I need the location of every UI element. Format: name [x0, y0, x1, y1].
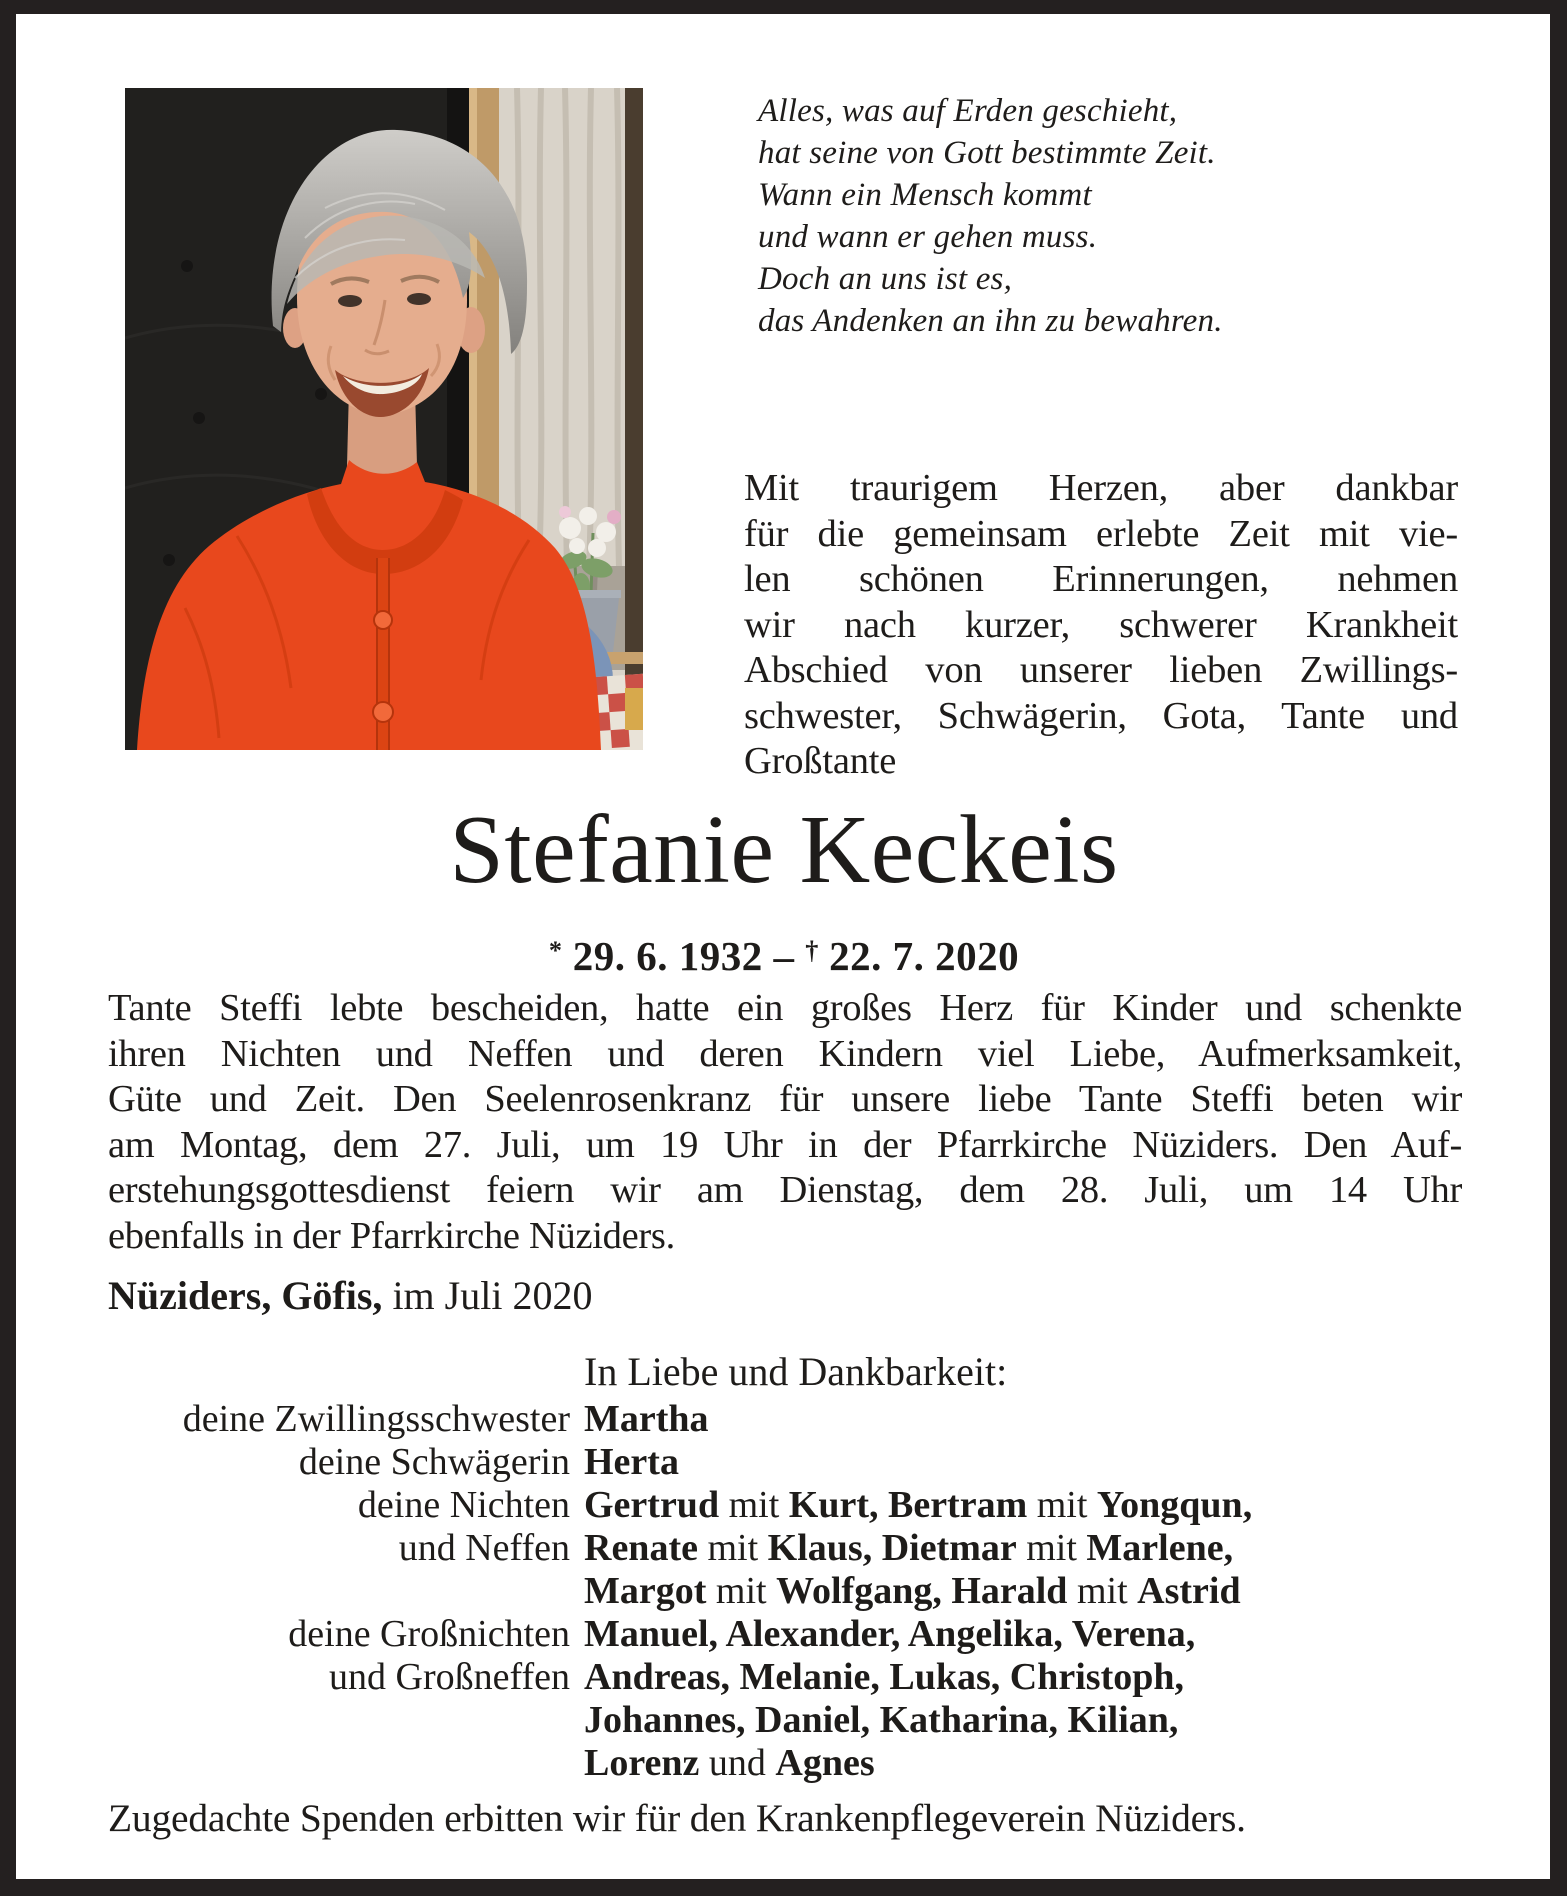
life-dates	[108, 932, 1460, 980]
family-list	[108, 1398, 1462, 1785]
family-name: Johannes, Daniel, Katharina, Kilian,	[584, 1699, 1179, 1741]
service-line: Tante Steffi lebte bescheiden, hatte ein großes Herz für Kinder und schenkte	[108, 987, 1462, 1029]
family-name: Kurt, Bertram	[788, 1484, 1028, 1526]
family-names	[584, 1441, 1462, 1484]
month-year: im Juli 2020	[382, 1273, 593, 1318]
family-names	[584, 1656, 1462, 1699]
service-line: ihren Nichten und Neffen und deren Kindern viel Liebe, Aufmerksamkeit,	[108, 1032, 1462, 1075]
death-date: 22. 7. 2020	[829, 933, 1020, 979]
family-name: Marlene,	[1086, 1527, 1234, 1569]
family-row	[108, 1699, 1462, 1742]
announcement-line: Abschied von unserer lieben Zwillings-	[744, 649, 1458, 691]
family-relation-label: deine Großnichten	[288, 1613, 570, 1655]
family-name: Margot	[584, 1570, 707, 1612]
family-names	[584, 1613, 1462, 1656]
service-line: am Montag, dem 27. Juli, um 19 Uhr in der Pfarrkirche Nüziders. Den Auf-	[108, 1123, 1462, 1166]
family-connector: und	[699, 1742, 776, 1784]
announcement-line: len schönen Erinnerungen, nehmen	[744, 558, 1458, 600]
family-name: Klaus, Dietmar	[767, 1527, 1017, 1569]
announcement-line: für die gemeinsam erlebte Zeit mit vie-	[744, 512, 1458, 555]
family-row	[108, 1656, 1462, 1699]
memorial-verse	[758, 90, 1318, 342]
family-name: Manuel, Alexander, Angelika, Verena,	[584, 1613, 1196, 1655]
family-names	[584, 1699, 1462, 1742]
deceased-name: Stefanie Keckeis	[449, 796, 1119, 904]
family-relation-label	[108, 1699, 570, 1742]
family-relation-label: und Neffen	[398, 1527, 570, 1569]
family-row	[108, 1398, 1462, 1441]
family-connector: mit	[697, 1527, 768, 1569]
family-relation-label	[108, 1742, 570, 1785]
service-line: Güte und Zeit. Den Seelenrosenkranz für unsere liebe Tante Steffi beten wir	[108, 1078, 1462, 1120]
family-row	[108, 1613, 1462, 1656]
dates-separator: –	[773, 933, 795, 979]
death-cross-symbol: †	[805, 935, 819, 965]
family-name: Wolfgang, Harald	[776, 1570, 1068, 1612]
family-names	[584, 1570, 1462, 1613]
family-names	[584, 1742, 1462, 1785]
place-date-line	[108, 1272, 1460, 1319]
donation-note: Zugedachte Spenden erbitten wir für den Krankenpflegeverein Nüziders.	[108, 1796, 1246, 1840]
family-name: Gertrud	[584, 1484, 720, 1526]
family-relation-label: und Großneffen	[329, 1656, 570, 1698]
family-row	[108, 1441, 1462, 1484]
family-name: Andreas, Melanie, Lukas, Christoph,	[584, 1656, 1185, 1698]
window-frame-edge	[625, 88, 643, 688]
verse-line: Doch an uns ist es,	[758, 261, 1013, 297]
family-relation-label: deine Schwägerin	[298, 1441, 570, 1483]
family-connector: mit	[1067, 1570, 1138, 1612]
family-name: Lorenz	[584, 1742, 700, 1784]
birth-date: 29. 6. 1932	[572, 933, 763, 979]
announcement-line: wir nach kurzer, schwerer Krankheit	[744, 603, 1458, 646]
verse-line: das Andenken an ihn zu bewahren.	[758, 303, 1223, 339]
announcement-line: Mit traurigem Herzen, aber dankbar	[744, 467, 1458, 509]
family-connector: mit	[1016, 1527, 1087, 1569]
verse-line: Alles, was auf Erden geschieht,	[758, 93, 1178, 129]
cardigan-button	[373, 702, 393, 722]
announcement-paragraph	[744, 466, 1458, 785]
family-name: Renate	[584, 1527, 698, 1569]
portrait-photo	[125, 88, 643, 750]
family-connector: mit	[1027, 1484, 1097, 1526]
family-names	[584, 1527, 1462, 1570]
verse-line: Wann ein Mensch kommt	[758, 177, 1092, 213]
family-connector: mit	[719, 1484, 789, 1526]
family-name: Martha	[584, 1398, 709, 1440]
family-connector: mit	[706, 1570, 777, 1612]
service-details-paragraph	[108, 986, 1462, 1259]
family-name: Yongqun,	[1096, 1484, 1253, 1526]
table-edge	[625, 688, 643, 730]
cardigan-button	[374, 611, 392, 629]
family-relation-label: deine Nichten	[357, 1484, 570, 1526]
family-names	[584, 1484, 1462, 1527]
family-row	[108, 1484, 1462, 1527]
place-names: Nüziders, Göfis,	[108, 1273, 383, 1318]
family-row	[108, 1742, 1462, 1785]
service-line: erstehungsgottesdienst feiern wir am Dienstag, dem 28. Juli, um 14 Uhr	[108, 1169, 1462, 1211]
family-row	[108, 1570, 1462, 1613]
family-name: Astrid	[1137, 1570, 1241, 1612]
closing-line: In Liebe und Dankbarkeit:	[584, 1349, 1008, 1394]
service-line: ebenfalls in der Pfarrkirche Nüziders.	[108, 1214, 675, 1257]
verse-line: und wann er gehen muss.	[758, 219, 1098, 255]
announcement-line: Großtante	[744, 740, 897, 782]
announcement-line: schwester, Schwägerin, Gota, Tante und	[744, 694, 1458, 737]
verse-line: hat seine von Gott bestimmte Zeit.	[758, 135, 1216, 171]
family-row	[108, 1527, 1462, 1570]
birth-star-symbol: *	[548, 935, 562, 965]
family-relation-label: deine Zwillingsschwester	[182, 1398, 570, 1440]
family-name: Agnes	[775, 1742, 875, 1784]
family-name: Herta	[584, 1441, 679, 1483]
family-names	[584, 1398, 1462, 1441]
family-relation-label	[108, 1570, 570, 1613]
